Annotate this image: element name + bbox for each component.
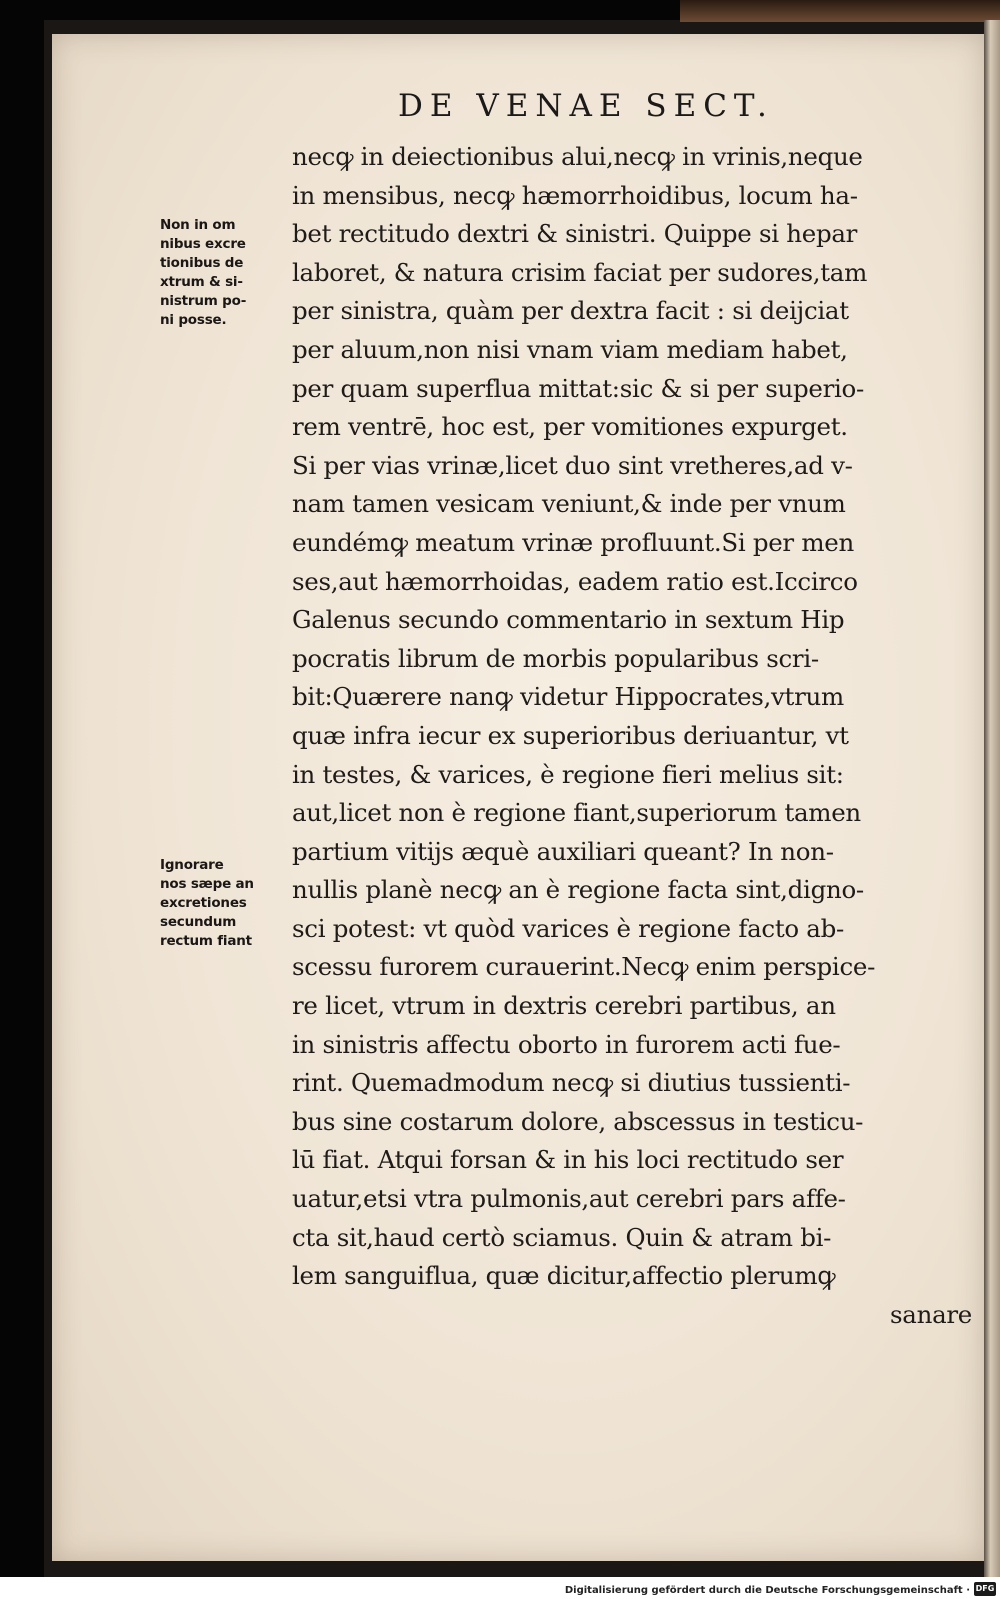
marginal-note-line: nos sæpe an [160, 876, 254, 892]
text-line: ses,aut hæmorrhoidas, eadem ratio est.Iccirco [292, 566, 858, 596]
marginal-note-line: rectum fiant [160, 933, 252, 949]
text-line: lem sanguiflua, quæ dicitur,affectio plerumꝙ [292, 1261, 836, 1291]
marginal-note-line: Ignorare [160, 857, 224, 873]
body-text [292, 138, 972, 1334]
text-line: quæ infra iecur ex superioribus deriuantur, vt [292, 720, 849, 750]
text-line: cta sit,haud certò sciamus. Quin & atram bi- [292, 1222, 832, 1252]
marginal-note-1 [160, 216, 292, 330]
text-line: sci potest: vt quòd varices è regione facto ab- [292, 913, 844, 943]
text-line: Galenus secundo commentario in sextum Hip [292, 605, 845, 635]
text-line: partium vitijs æquè auxiliari queant? In non- [292, 836, 834, 866]
text-line: rint. Quemadmodum necꝙ si diutius tussienti- [292, 1068, 851, 1098]
text-line: nam tamen vesicam veniunt,& inde per vnum [292, 489, 846, 519]
text-line: in testes, & varices, è regione fieri melius sit: [292, 759, 844, 789]
marginal-note-line: Non in om [160, 217, 236, 233]
dfg-logo: DFG [974, 1582, 996, 1596]
marginal-note-line: xtrum & si- [160, 274, 243, 290]
running-head: DE VENAE SECT. [398, 88, 774, 124]
marginal-note-line: secundum [160, 914, 237, 930]
marginal-note-line: nistrum po- [160, 293, 247, 309]
marginal-note-line: ni posse. [160, 312, 227, 328]
text-line: per sinistra, quàm per dextra facit : si deijciat [292, 296, 849, 326]
text-line: sanare [890, 1299, 972, 1329]
text-line: necꝙ in deiectionibus alui,necꝙ in vrinis,neque [292, 142, 863, 171]
text-line: in mensibus, necꝙ hæmorrhoidibus, locum ha- [292, 180, 858, 210]
text-line: per aluum,non nisi vnam viam mediam habet, [292, 334, 848, 364]
marginal-note-line: excretiones [160, 895, 247, 911]
text-line: laboret, & natura crisim faciat per sudores,tam [292, 257, 868, 287]
footer-credit: Digitalisierung gefördert durch die Deutsche Forschungsgemeinschaft · [564, 1585, 970, 1596]
text-line: aut,licet non è regione fiant,superiorum tamen [292, 798, 861, 828]
text-line: nullis planè necꝙ an è regione facta sint,digno- [292, 875, 864, 905]
text-line: eundémꝙ meatum vrinæ profluunt.Si per men [292, 527, 854, 557]
text-line: Si per vias vrinæ,licet duo sint vretheres,ad v- [292, 450, 853, 480]
marginal-note-2 [160, 856, 292, 951]
text-line: uatur,etsi vtra pulmonis,aut cerebri pars affe- [292, 1184, 846, 1214]
marginal-note-line: tionibus de [160, 255, 244, 271]
footer-bar [0, 1577, 1000, 1599]
marginal-note-line: nibus excre [160, 236, 246, 252]
text-line: bet rectitudo dextri & sinistri. Quippe si hepar [292, 219, 858, 249]
text-line: pocratis librum de morbis popularibus scri- [292, 643, 819, 673]
text-line: per quam superflua mittat:sic & si per superio- [292, 373, 864, 403]
text-line: bit:Quærere nanꝙ videtur Hippocrates,vtrum [292, 682, 844, 712]
text-line: re licet, vtrum in dextris cerebri partibus, an [292, 991, 836, 1021]
text-line: scessu furorem curauerint.Necꝙ enim perspice- [292, 952, 876, 982]
page-edge-top [680, 0, 1000, 22]
book-page [52, 34, 984, 1561]
text-line: lū fiat. Atqui forsan & in his loci rectitudo ser [292, 1145, 844, 1175]
page-edge-right [984, 20, 1000, 1580]
text-line: rem ventrē, hoc est, per vomitiones expurget. [292, 412, 848, 442]
text-line: in sinistris affectu oborto in furorem acti fue- [292, 1029, 841, 1059]
text-line: bus sine costarum dolore, abscessus in testicu- [292, 1106, 864, 1136]
